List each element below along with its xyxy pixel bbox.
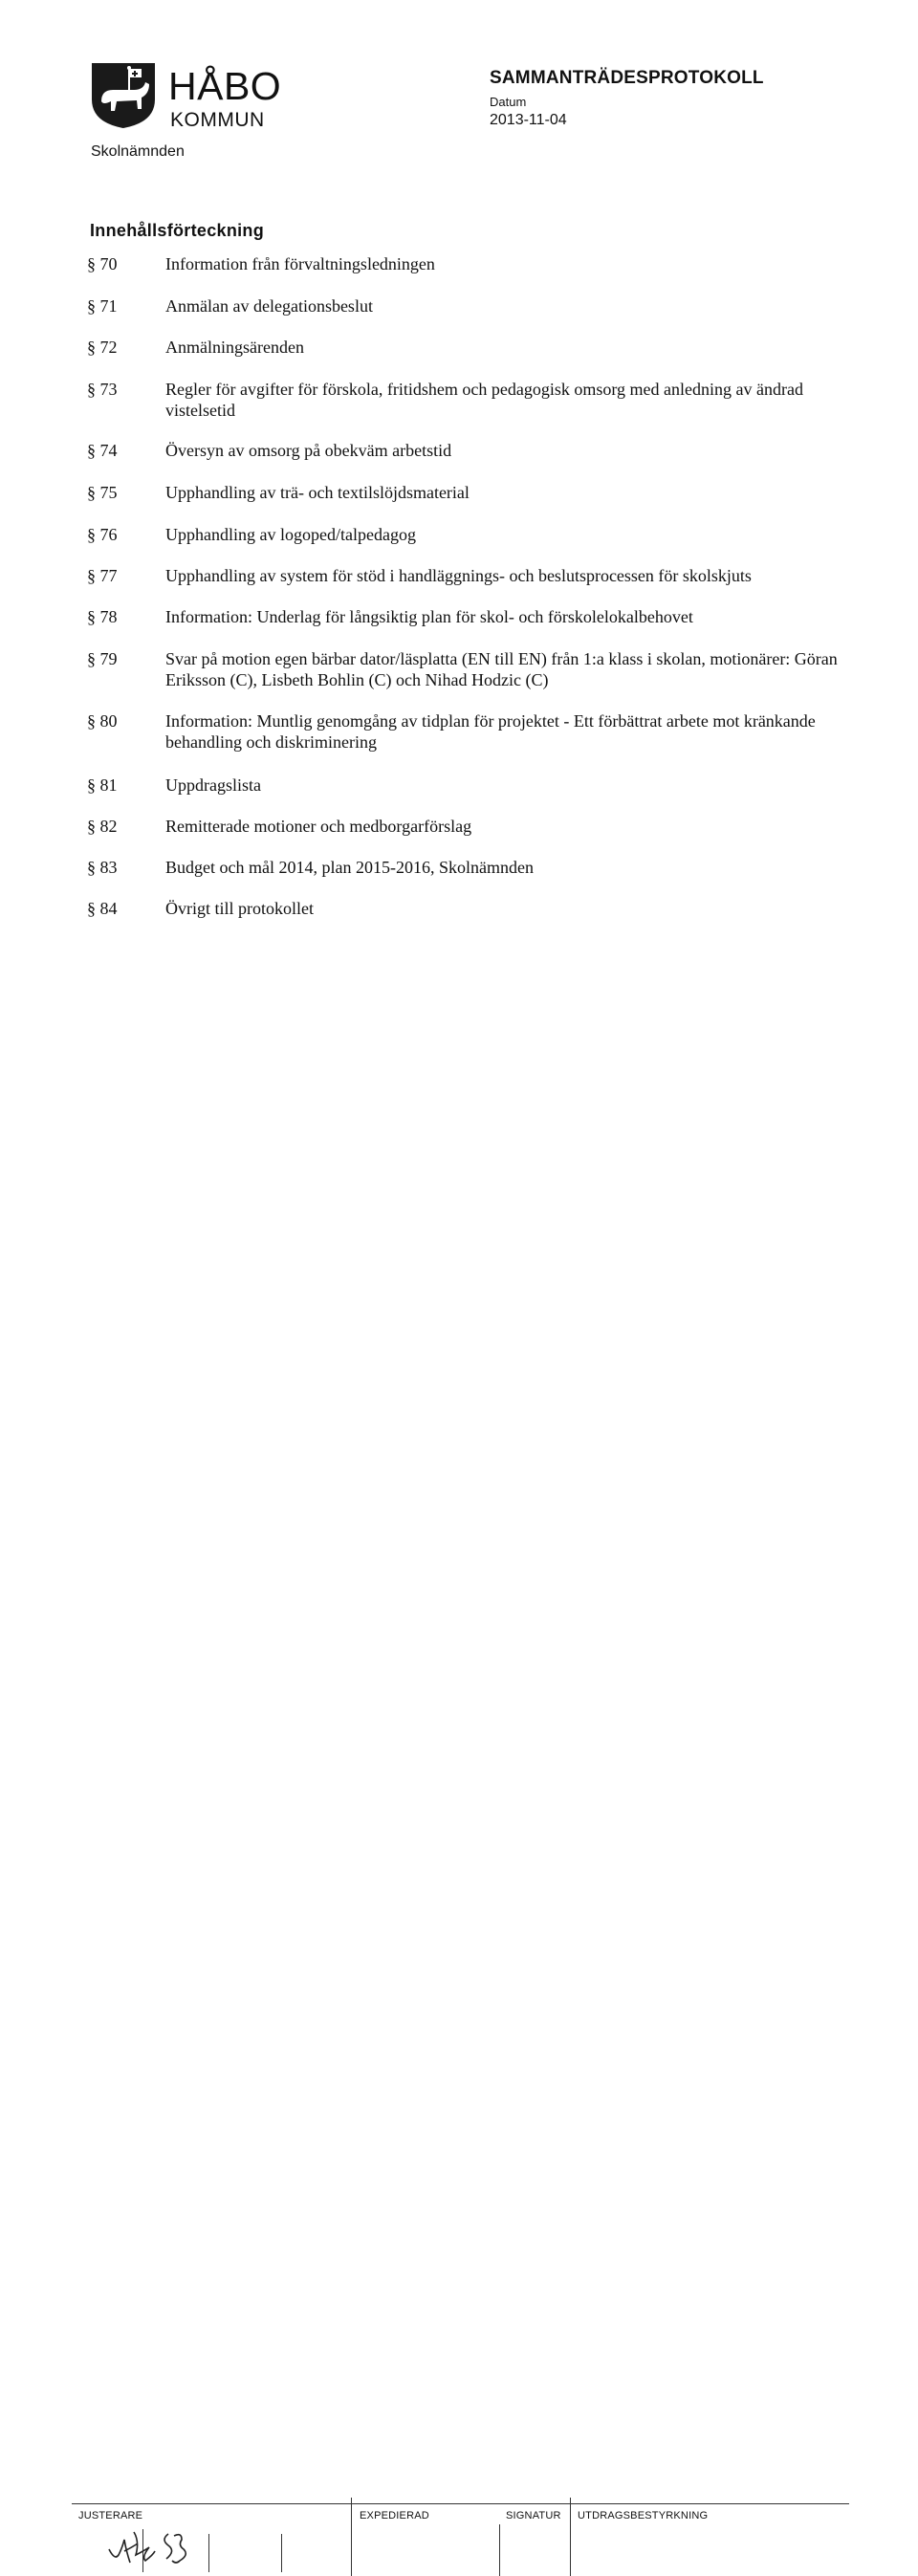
organization-unit: Skolnämnden: [91, 143, 185, 160]
footer-separator: [351, 2498, 352, 2576]
toc-item-number: § 80: [87, 711, 118, 731]
toc-item-text: Övrigt till protokollet: [165, 899, 314, 918]
toc-item-number: § 83: [87, 858, 118, 877]
toc-item-number: § 78: [87, 607, 118, 626]
toc-item-text: Budget och mål 2014, plan 2015-2016, Skolnämnden: [165, 858, 534, 877]
toc-item-text: Upphandling av system för stöd i handläggnings- och beslutsprocessen för skolskjuts: [165, 566, 752, 585]
utdragsbestyrkning-label: UTDRAGSBESTYRKNING: [578, 2510, 709, 2521]
toc-item-text: Översyn av omsorg på obekväm arbetstid: [165, 441, 452, 460]
toc-item-number: § 75: [87, 483, 118, 502]
document-type: SAMMANTRÄDESPROTOKOLL: [490, 68, 764, 88]
municipality-crest-icon: [90, 61, 157, 130]
page-header: [0, 0, 918, 191]
toc-item-text: Remitterade motioner och medborgarförslag: [165, 817, 472, 836]
toc-item-text: Information: Underlag för långsiktig plan för skol- och förskolelokalbehovet: [165, 607, 693, 626]
toc-item-number: § 76: [87, 525, 118, 544]
footer-separator: [281, 2534, 282, 2572]
expedierad-label: EXPEDIERAD: [360, 2510, 429, 2521]
signatur-label: SIGNATUR: [506, 2510, 561, 2521]
toc-item-number: § 77: [87, 566, 118, 585]
toc-item-number: § 72: [87, 338, 118, 357]
toc-item-number: § 79: [87, 649, 118, 668]
toc-title: Innehållsförteckning: [90, 221, 265, 240]
toc-item-text: Upphandling av logoped/talpedagog: [165, 525, 416, 544]
footer-divider: [72, 2503, 849, 2504]
toc-item-text: Uppdragslista: [165, 775, 261, 795]
toc-item-number: § 74: [87, 441, 118, 460]
toc-item-number: § 71: [87, 296, 118, 316]
logo-subtitle: KOMMUN: [170, 109, 265, 131]
toc-item-number: § 73: [87, 380, 118, 399]
toc-item-text: Anmälningsärenden: [165, 338, 304, 357]
toc-item-text: Information från förvaltningsledningen: [165, 254, 435, 273]
signature-footer: [0, 1243, 918, 2521]
toc-item-number: § 82: [87, 817, 118, 836]
toc-item-number: § 70: [87, 254, 118, 273]
handwritten-initials-signature: [105, 2522, 210, 2570]
toc-item-text: Anmälan av delegationsbeslut: [165, 296, 373, 316]
toc-item-text: Information: Muntlig genomgång av tidplan för projektet - Ett förbättrat arbete mot kränkande behandling och diskriminering: [165, 711, 816, 752]
toc-item-number: § 84: [87, 899, 118, 918]
footer-separator: [499, 2524, 500, 2576]
toc-item-text: Regler för avgifter för förskola, fritidshem och pedagogisk omsorg med anledning av ändrad vistelsetid: [165, 380, 803, 420]
logo-name: HÅBO: [168, 64, 282, 108]
date-label: Datum: [490, 95, 527, 109]
toc-item-text: Svar på motion egen bärbar dator/läsplatta (EN till EN) från 1:a klass i skolan, motionärer: Göran Eriksson (C), Lisbeth Bohlin (C) och Nihad Hodzic (C): [165, 649, 838, 689]
footer-separator: [570, 2498, 571, 2576]
date-value: 2013-11-04: [490, 112, 567, 128]
toc-item-text: Upphandling av trä- och textilslöjdsmaterial: [165, 483, 470, 502]
justerare-label: JUSTERARE: [78, 2510, 143, 2521]
toc-item-number: § 81: [87, 775, 118, 795]
